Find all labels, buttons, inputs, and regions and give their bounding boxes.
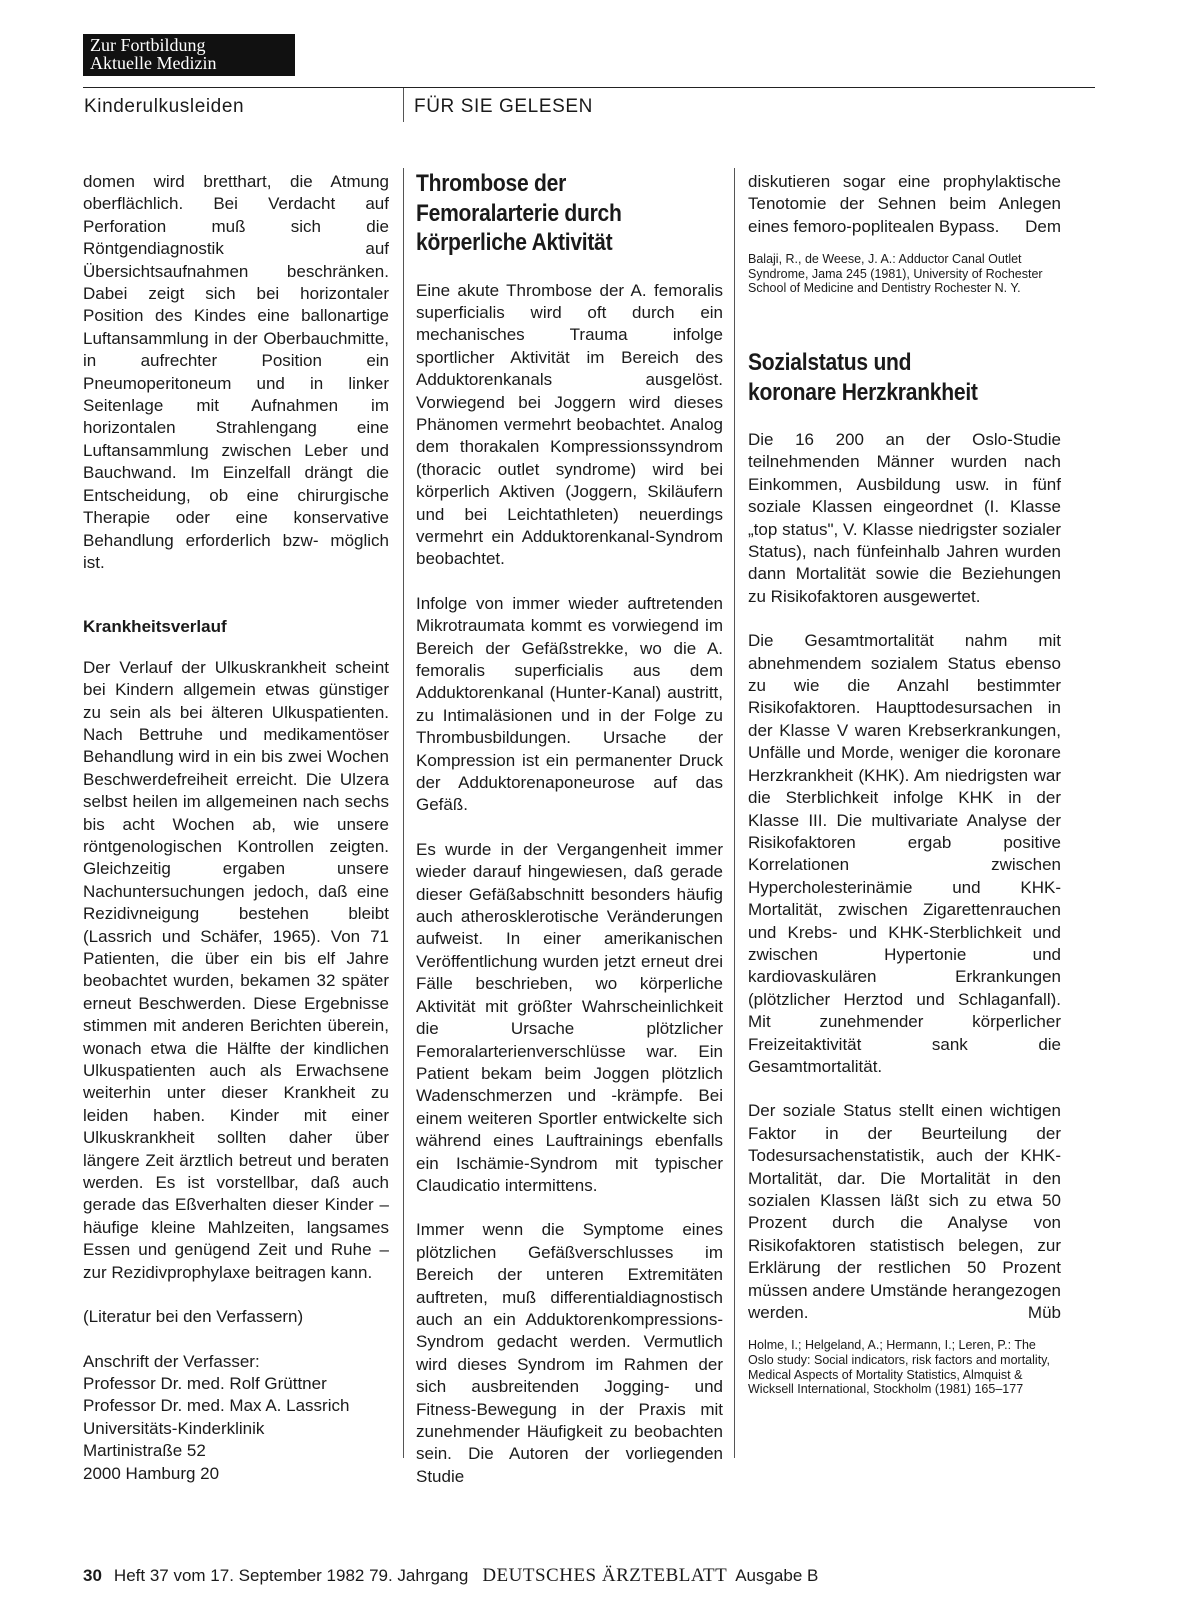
body-paragraph [748,1100,1061,1324]
body-paragraph: Die Gesamtmortalität nahm mit abnehmendem sozialem Status ebenso zu wie die Anzahl bestimmter Risikofaktoren. Haupttodesursachen in der Klasse V waren Krebserkrankungen, Unfälle und Morde, weniger die koronare Herzkrankheit (KHK). Am niedrigsten war die Sterblichkeit infolge KHK in der Klasse III. Die multivariate Analyse der Risikofaktoren ergab positive Korrelationen zwischen Hypercholesterinämie und KHK-Mortalität, zwischen Zigarettenrauchen und Krebs- und KHK-Sterblichkeit und zwischen Hypertonie und kardiovaskulären Erkrankungen (plötzlicher Herztod und Schlaganfall). Mit zunehmender körperlicher Freizeitaktivität sank die Gesamtmortalität. [748,631,1061,1076]
body-paragraph: Eine akute Thrombose der A. femoralis superficialis wird oft durch ein mechanisches Trauma infolge sportlicher Aktivität im Bereich des Adduktorenkanals ausgelöst. Vorwiegend bei Joggern wird dieses Phänomen vermehrt beobachtet. Analog dem thorakalen Kompressionssyndrom (thoracic outlet syndrome) wird bei körperlich Aktiven (Joggern, Skiläufern und bei Leichtathleten) neuerdings vermehrt ein Adduktorenkanal-Syndrom beobachtet. [416,280,723,569]
badge-line-1: Zur Fortbildung [90,35,206,55]
body-paragraph: Es wurde in der Vergangenheit immer wieder darauf hingewiesen, daß gerade dieser Gefäßabschnitt besonders häufig auch atherosklerotische Veränderungen aufweist. In einer amerikanischen Veröffentlichung wurden jetzt erneut drei Fälle beschrieben, wo körperliche Aktivität mit größter Wahrscheinlichkeit die Ursache plötzlicher Femoralarterienverschlüsse war. Ein Patient bekam beim Joggen plötzlich Wadenschmerzen und -krämpfe. Bei einem weiteren Sportler entwickelte sich während eines Lauftrainings ebenfalls ein Ischämie-Syndrom mit typischer Claudicatio intermittens. [416,839,723,1195]
title-line: koronare Herzkrankheit [748,378,978,406]
author-signature: Müb [1027,1303,1061,1323]
body-paragraph: Infolge von immer wieder auftretenden Mikrotraumata kommt es vorwiegend im Bereich der Gefäßstrekke, wo die A. femoralis superficialis aus dem Adduktorenkanal (Hunter-Kanal) austritt, zu Intimaläsionen und in der Folge zu Thrombusbildungen. Ursache der Kompression ist ein permanenter Druck der Adduktorenaponeurose auf das Gefäß. [416,593,723,815]
header-rule [83,87,1095,88]
address-line: 2000 Hamburg 20 [83,1463,220,1483]
section-subheading: Krankheitsverlauf [83,617,227,637]
title-line: Sozialstatus und [748,349,912,376]
continuation-text: diskutieren sogar eine prophylaktische Tenotomie der Sehnen beim Anlegen eines femoro-poplitealen Bypass. [748,172,1061,236]
column-right [748,171,1061,1397]
address-line: Professor Dr. med. Rolf Grüttner [83,1373,327,1393]
article-title-thrombose [416,169,722,258]
address-line: Professor Dr. med. Max A. Lassrich [83,1396,350,1416]
address-line: Universitäts-Kinderklinik [83,1418,265,1438]
column-divider-2 [734,168,735,1458]
page-number: 30 [83,1566,102,1585]
reference-holme: Holme, I.; Helgeland, A.; Hermann, I.; Leren, P.: The Oslo study: Social indicators, risk factors and mortality, Medical Aspects of Mortality Statistics, Almquist & Wicksell International, Stockholm (1981) 165–177 [748,1338,1050,1397]
author-signature: Dem [1025,216,1061,236]
title-line: Thrombose der [416,170,567,197]
title-line: körperliche Aktivität [416,229,613,256]
title-line: Femoralarterie durch [416,199,622,227]
running-head-right: FÜR SIE GELESEN [414,96,593,117]
body-paragraph: Der Verlauf der Ulkuskrankheit scheint bei Kindern allgemein etwas günstiger zu sein als bei älteren Ulkuspatienten. Nach Bettruhe und medikamentöser Behandlung wird in ein bis zwei Wochen Beschwerdefreiheit erreicht. Die Ulzera selbst heilen im allgemeinen nach sechs bis acht Wochen ab, wie unsere röntgenologischen Kontrollen zeigten. Gleichzeitig ergaben unsere Nachuntersuchungen jedoch, daß eine Rezidivneigung bestehen bleibt (Lassrich und Schäfer, 1965). Von 71 Patienten, die über ein bis elf Jahre beobachtet wurden, bekamen 32 später erneut Beschwerden. Diese Ergebnisse stimmen mit anderen Berichten überein, wonach etwa die Hälfte der kindlichen Ulkuspatienten auch als Erwachsene weiterhin unter dieser Krankheit zu leiden haben. Kinder mit einer Ulkuskrankheit sollten daher über längere Zeit ärztlich betreut und beraten werden. Es ist vorstellbar, daß auch gerade das Eßverhalten dieser Kinder – häufige kleine Mahlzeiten, langsames Essen und genügend Zeit und Ruhe – zur Rezidivprophylaxe beitragen kann. [83,657,389,1282]
page-footer [83,1565,818,1587]
badge-line-2: Aktuelle Medizin [90,53,217,73]
author-address [83,1351,389,1485]
body-paragraph: domen wird bretthart, die Atmung oberflächlich. Bei Verdacht auf Perforation muß sich die Röntgendiagnostik auf Übersichtsaufnahmen beschränken. Dabei zeigt sich bei horizontaler Position des Kindes eine ballonartige Luftansammlung in der Oberbauchmitte, in aufrechter Position ein Pneumoperitoneum und in linker Seitenlage mit Aufnahmen im horizontalen Strahlengang eine Luftansammlung zwischen Leber und Bauchwand. Im Einzelfall drängt die Entscheidung, ob eine chirurgische Therapie oder eine konservative Behandlung erforderlich bzw- möglich ist. [83,172,389,572]
body-paragraph: Immer wenn die Symptome eines plötzlichen Gefäßverschlusses im Bereich der unteren Extremitäten auftreten, muß differentialdiagnostisch auch an ein Adduktorenkompressions-Syndrom gedacht werden. Vermutlich wird dieses Syndrom im Rahmen der sich ausbreitenden Jogging- und Fitness-Bewegung in der Praxis mit zunehmender Häufigkeit zu beobachten sein. Die Autoren der vorliegenden Studie [416,1220,723,1486]
issue-info: Heft 37 vom 17. September 1982 79. Jahrgang [113,1566,469,1585]
edition-label: Ausgabe B [735,1566,819,1585]
running-head-left: Kinderulkusleiden [84,96,245,117]
article-title-sozialstatus [748,348,1060,407]
literature-note: (Literatur bei den Verfassern) [83,1307,304,1327]
reference-balaji: Balaji, R., de Weese, J. A.: Adductor Canal Outlet Syndrome, Jama 245 (1981), University of Rochester School of Medicine and Dentistry Rochester N. Y. [748,252,1043,296]
body-paragraph: Die 16 200 an der Oslo-Studie teilnehmenden Männer wurden nach Einkommen, Ausbildung usw. in fünf soziale Klassen eingeordnet (I. Klasse „top status", V. Klasse niedrigster sozialer Status), nach fünfeinhalb Jahren wurden dann Mortalität sowie die Beziehungen zu Risikofaktoren ausgewertet. [748,430,1061,606]
journal-name: DEUTSCHES ÄRZTEBLATT [482,1565,728,1586]
column-left [83,171,389,1485]
header-divider [403,88,404,122]
column-middle [416,169,723,1488]
address-line: Anschrift der Verfasser: [83,1351,260,1371]
address-line: Martinistraße 52 [83,1441,206,1461]
column-divider-1 [403,168,404,1458]
paragraph-text: Der soziale Status stellt einen wichtigen Faktor in der Beurteilung der Todesursachenstatistik, auch der KHK-Mortalität, dar. Die Mortalität in den sozialen Klassen läßt sich zu etwa 50 Prozent durch die Analyse von Risikofaktoren statistisch belegen, zur Erklärung der restlichen 50 Prozent müssen andere Umstände herangezogen werden. [748,1101,1061,1323]
body-paragraph [748,171,1061,238]
section-badge [83,34,295,76]
